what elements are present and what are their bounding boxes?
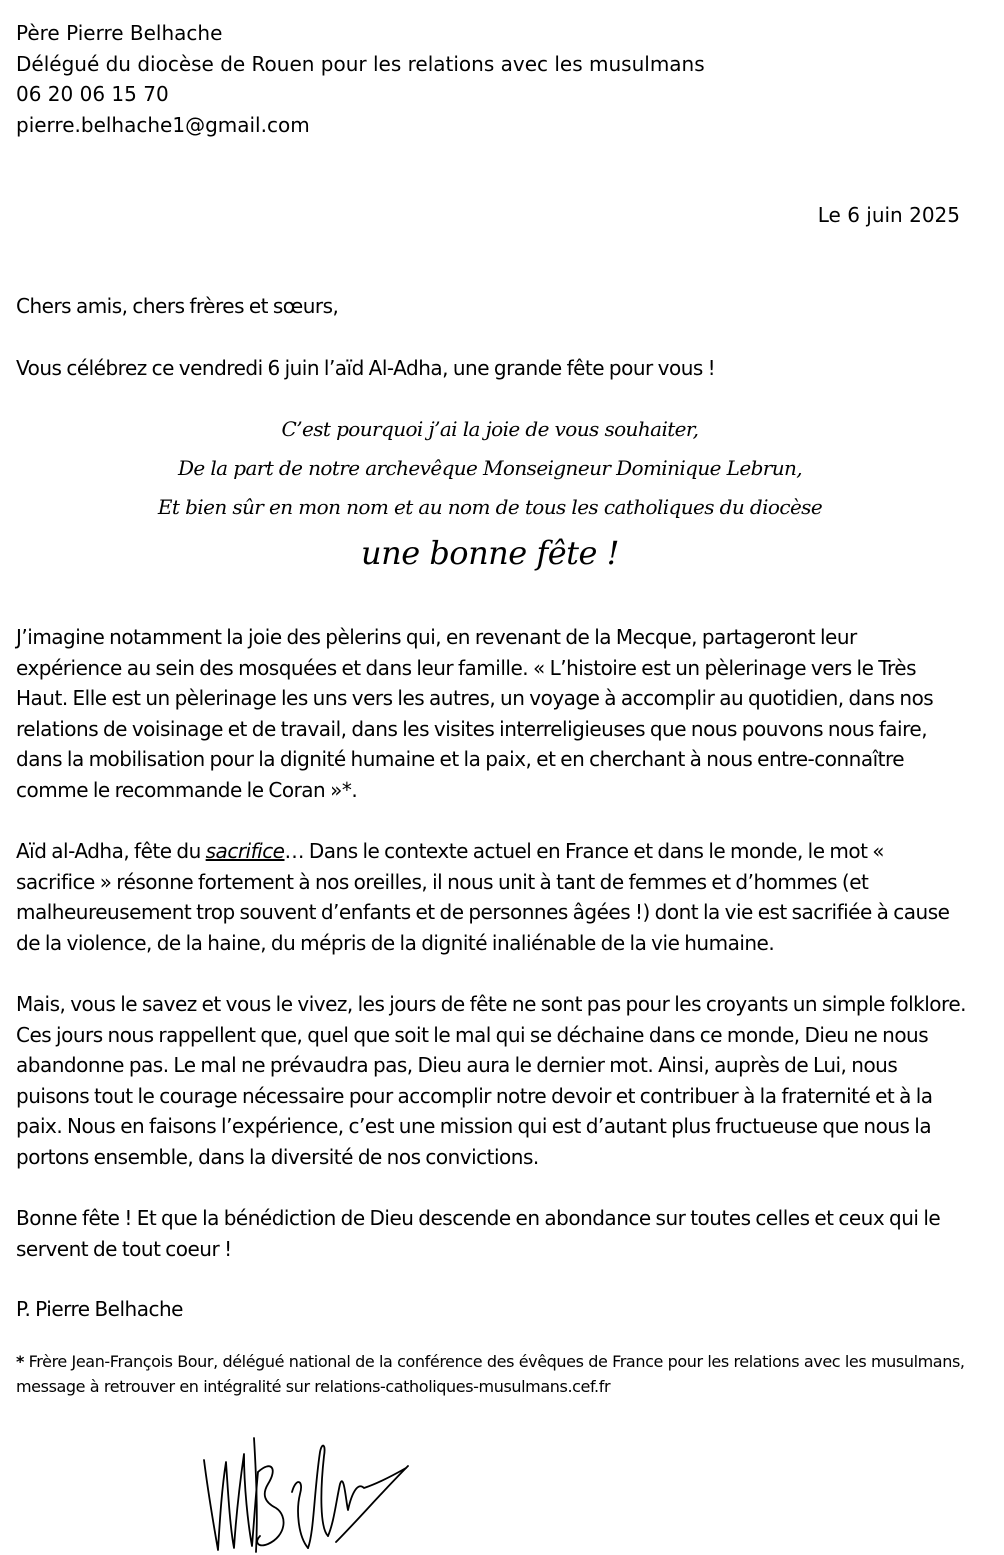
sender-email: pierre.belhache1@gmail.com (16, 112, 310, 137)
signoff: P. Pierre Belhache (16, 1297, 183, 1321)
paragraph-sacrifice-rest: … Dans le contexte actuel en France et dans le monde, le mot « sacrifice » résonne fortement à nos oreilles, il nous unit à tant de femmes et d’hommes (et malheureusement trop souvent d’enfants et de personnes âgées !) dont la vie est sacrifiée à cause de la violence, de la haine, du mépris de la dignité inaliénable de la vie humaine. (16, 839, 950, 955)
intro-paragraph: Vous célébrez ce vendredi 6 juin l’aïd Al-Adha, une grande fête pour vous ! (16, 356, 716, 380)
footnote-text: Frère Jean-François Bour, délégué national de la conférence des évêques de France pour les relations avec les musulmans, message à retrouver en intégralité sur relations-catholiques-musulmans.cef.fr (16, 1352, 965, 1396)
letter-date: Le 6 juin 2025 (817, 203, 960, 227)
greeting-line-3: Et bien sûr en mon nom et au nom de tous les catholiques du diocèse (157, 495, 823, 519)
salutation: Chers amis, chers frères et sœurs, (16, 294, 339, 318)
paragraph-sacrifice (16, 836, 966, 958)
sender-phone: 06 20 06 15 70 (16, 82, 169, 106)
greeting-headline: une bonne fête ! (360, 534, 619, 572)
sacrifice-emphasis: sacrifice (205, 839, 285, 863)
handwritten-signature-icon (196, 1432, 416, 1554)
greeting-line-2: De la part de notre archevêque Monseigneur Dominique Lebrun, (177, 456, 803, 480)
paragraph-sacrifice-lead: Aïd al-Adha, fête du (16, 839, 206, 863)
footnote (16, 1350, 976, 1399)
footnote-marker: * (16, 1352, 24, 1371)
paragraph-pilgrims: J’imagine notamment la joie des pèlerins qui, en revenant de la Mecque, partageront leur expérience au sein des mosquées et dans leur famille. « L’histoire est un pèlerinage vers le Très Haut. Elle est un pèlerinage les uns vers les autres, un voyage à accomplir au quotidien, dans nos relations de voisinage et de travail, dans les visites interreligieuses que nous pouvons nous faire, dans la mobilisation pour la dignité humaine et la paix, et en cherchant à nous entre-connaître comme le recommande le Coran »*. (16, 625, 934, 802)
greeting-line-1: C’est pourquoi j’ai la joie de vous souhaiter, (281, 417, 699, 441)
sender-block (16, 18, 705, 140)
closing-paragraph: Bonne fête ! Et que la bénédiction de Dieu descende en abondance sur toutes celles et ceux qui le servent de tout coeur ! (16, 1206, 941, 1261)
sender-name: Père Pierre Belhache (16, 21, 223, 45)
sender-role: Délégué du diocèse de Rouen pour les relations avec les musulmans (16, 51, 705, 76)
greeting-block (0, 410, 980, 579)
paragraph-faith: Mais, vous le savez et vous le vivez, les jours de fête ne sont pas pour les croyants un simple folklore. Ces jours nous rappellent que, quel que soit le mal qui se déchaine dans ce monde, Dieu ne nous abandonne pas. Le mal ne prévaudra pas, Dieu aura le dernier mot. Ainsi, auprès de Lui, nous puisons tout le courage nécessaire pour accomplir notre devoir et contribuer à la fraternité et à la paix. Nous en faisons l’expérience, c’est une mission qui est d’autant plus fructueuse que nous la portons ensemble, dans la diversité de nos convictions. (16, 992, 966, 1169)
